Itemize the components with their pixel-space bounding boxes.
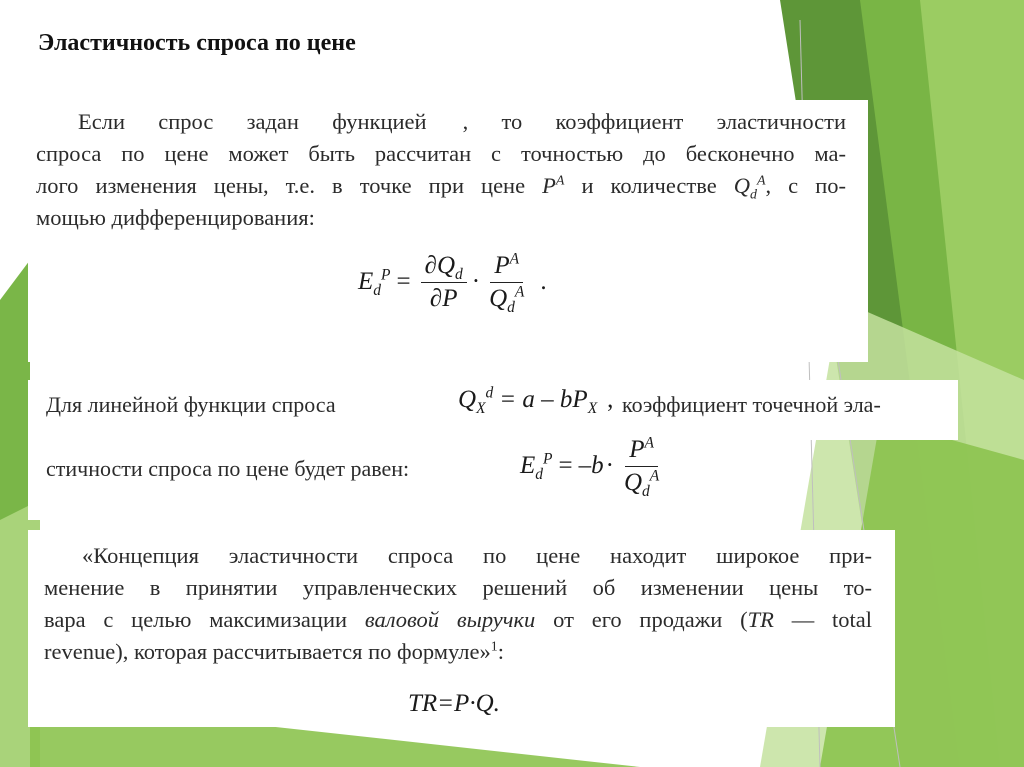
paragraph-3-line-4: revenue), которая рассчитывается по формуле»$^1$: <box>44 639 504 664</box>
paragraph-2-line-1-end: коэффициент точечной эла- <box>622 392 881 417</box>
paragraph-3-line-3: вара с целью максимизации валовой выручки от его продажи (TR — total <box>44 607 873 632</box>
paragraph-1-line-1: Если спрос задан функцией , то коэффициент эластичности <box>78 109 846 134</box>
linear-demand-formula: $Q_X^d$ = a – $bP_X$ , <box>458 384 614 417</box>
paragraph-1-line-2: спроса по цене может быть рассчитан с точностью до бесконечно ма- <box>36 141 846 166</box>
linear-elasticity-formula: $E_d^P$ = –b · $\frac{P^A}{Q_d^A}$ <box>520 436 667 496</box>
formula-1-lhs: $E_d^P$ <box>358 266 391 299</box>
paragraph-3 <box>44 540 872 668</box>
elasticity-formula: $E_d^P$ = $\frac{\partial Q_d}{\partial P}$ · $\frac{P^A}{Q_d^A}$ . <box>358 250 547 316</box>
price-symbol: $P^A$ <box>542 173 565 198</box>
paragraph-1-line-4: мощью дифференцирования: <box>36 205 315 230</box>
formula-2-fraction: $\frac{P^A}{Q_d^A}$ <box>623 434 660 500</box>
formula-1-fraction-2: $\frac{P^A}{Q_d^A}$ <box>489 250 525 316</box>
total-revenue-formula: TR=P·Q. <box>408 690 500 717</box>
paragraph-2-line-1: Для линейной функции спроса <box>46 392 336 417</box>
slide-title: Эластичность спроса по цене <box>38 30 356 56</box>
paragraph-2-line-2: стичности спроса по цене будет равен: <box>46 456 410 481</box>
paragraph-1-line-3: лого изменения цены, т.е. в точке при цене $P^A$ и количестве $Q_d^A$, с по- <box>36 173 846 203</box>
paragraph-3-line-2: менение в принятии управленческих решений об изменении цены то- <box>44 575 872 600</box>
quantity-symbol: $Q_d^A$ <box>733 173 766 203</box>
paragraph-1 <box>36 106 846 234</box>
paragraph-3-line-1: «Концепция эластичности спроса по цене находит широкое при- <box>82 543 872 568</box>
formula-1-fraction-1: $\frac{\partial Q_d}{\partial P}$ <box>421 252 467 312</box>
